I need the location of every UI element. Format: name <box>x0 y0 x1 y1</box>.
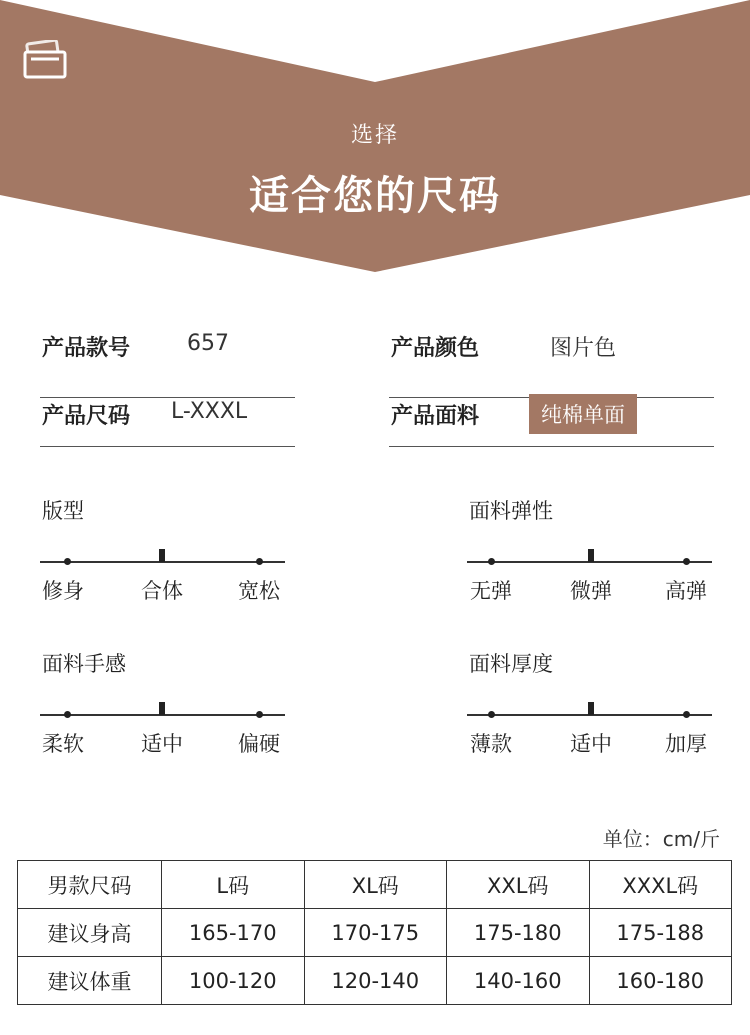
table-cell: 140-160 <box>447 957 590 1005</box>
scale-option: 加厚 <box>665 732 707 756</box>
table-cell: 165-170 <box>162 909 305 957</box>
scale-dot <box>488 711 495 718</box>
scale-dot <box>488 558 495 565</box>
table-cell: 建议体重 <box>18 957 162 1005</box>
scale-dot <box>683 558 690 565</box>
scale-option: 微弹 <box>570 579 612 603</box>
size-table <box>17 860 732 1005</box>
scale-dot <box>256 558 263 565</box>
scale-option: 宽松 <box>238 579 280 603</box>
size-value: L-XXXL <box>171 399 248 424</box>
unit-label: 单位：cm/斤 <box>602 827 720 851</box>
table-row <box>18 909 732 957</box>
scale-dot <box>64 558 71 565</box>
color-label: 产品颜色 <box>391 336 480 361</box>
table-cell: 175-180 <box>447 909 590 957</box>
table-cell: 120-140 <box>304 957 447 1005</box>
photo-frame-icon <box>22 40 68 80</box>
scale-title: 面料手感 <box>42 652 126 676</box>
scale-option: 无弹 <box>470 579 512 603</box>
table-cell: 建议身高 <box>18 909 162 957</box>
scale-option: 柔软 <box>42 732 84 756</box>
header-subtitle: 选择 <box>350 123 399 148</box>
info-row-model <box>40 331 295 398</box>
scale-dot <box>256 711 263 718</box>
table-header-cell: XXL码 <box>447 861 590 909</box>
scale-selected-marker <box>159 549 165 562</box>
model-label: 产品款号 <box>42 336 131 361</box>
scale-selected-marker <box>588 549 594 562</box>
scale-option: 适中 <box>570 732 612 756</box>
scale-elasticity <box>467 495 712 615</box>
scale-selected-marker <box>159 702 165 715</box>
page-title: 适合您的尺码 <box>249 173 501 219</box>
scale-option: 合体 <box>141 579 183 603</box>
scale-selected-marker <box>588 702 594 715</box>
scale-option: 偏硬 <box>238 732 280 756</box>
scale-title: 面料厚度 <box>469 652 553 676</box>
fabric-value-badge: 纯棉单面 <box>529 394 637 434</box>
table-cell: 175-188 <box>589 909 732 957</box>
table-header-cell: 男款尺码 <box>18 861 162 909</box>
table-cell: 100-120 <box>162 957 305 1005</box>
scale-thickness <box>467 648 712 768</box>
table-cell: 170-175 <box>304 909 447 957</box>
scale-option: 薄款 <box>470 732 512 756</box>
scale-dot <box>64 711 71 718</box>
scale-title: 版型 <box>42 499 84 523</box>
scale-option: 修身 <box>42 579 84 603</box>
table-header-cell: L码 <box>162 861 305 909</box>
table-header-cell: XL码 <box>304 861 447 909</box>
info-row-color <box>389 331 714 398</box>
info-row-size <box>40 399 295 447</box>
table-cell: 160-180 <box>589 957 732 1005</box>
table-header-cell: XXXL码 <box>589 861 732 909</box>
size-label: 产品尺码 <box>42 404 131 429</box>
color-value: 图片色 <box>550 336 617 361</box>
scale-hand-feel <box>40 648 285 768</box>
scale-title: 面料弹性 <box>469 499 553 523</box>
scale-option: 适中 <box>141 732 183 756</box>
scale-option: 高弹 <box>665 579 707 603</box>
model-value: 657 <box>187 331 229 356</box>
fabric-label: 产品面料 <box>391 404 480 429</box>
table-header-row <box>18 861 732 909</box>
info-row-fabric <box>389 399 714 447</box>
scale-dot <box>683 711 690 718</box>
table-row <box>18 957 732 1005</box>
scale-fit <box>40 495 285 615</box>
